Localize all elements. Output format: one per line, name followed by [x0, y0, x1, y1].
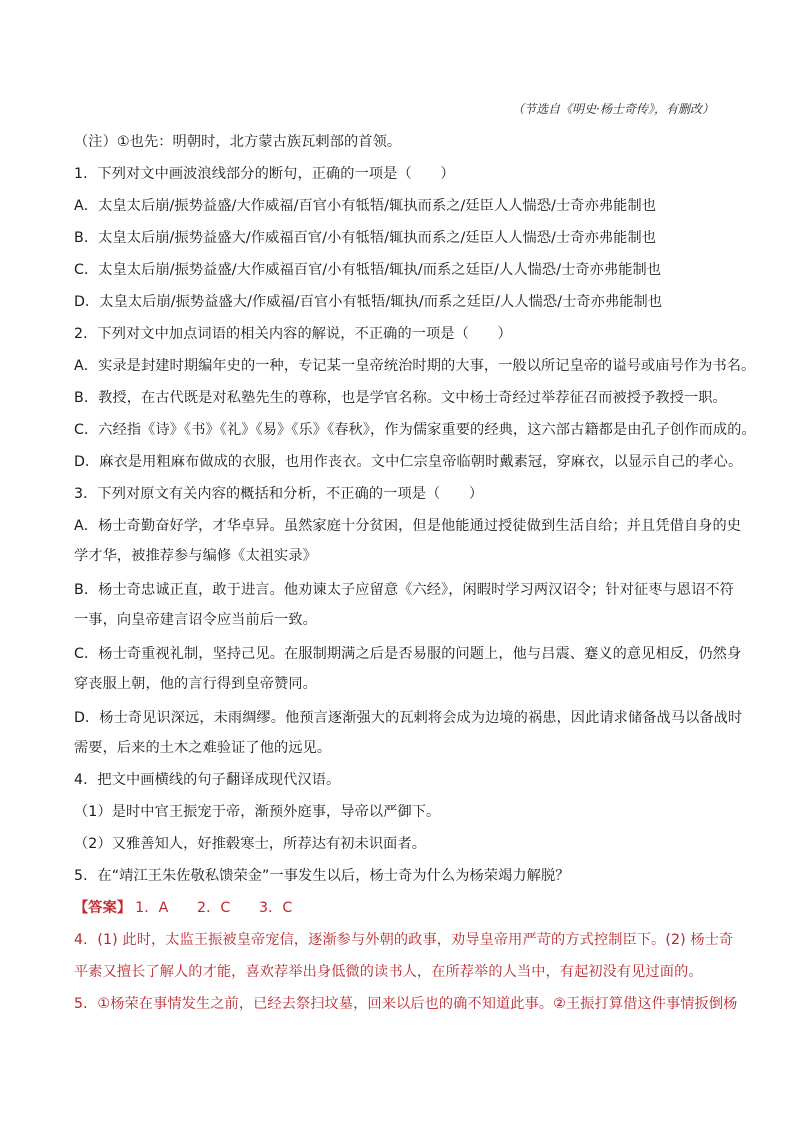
q1-option-d: D．太皇太后崩/振势益盛大/作威福/百官小有牴牾/辄执/而系之廷臣/人人惴恐/士奇亦弗能制也	[74, 294, 663, 310]
q1-stem: 1．下列对文中画波浪线部分的断句，正确的一项是（ ）	[74, 166, 455, 182]
q4-stem: 4．把文中画横线的句子翻译成现代汉语。	[74, 772, 341, 788]
answer-line	[74, 898, 724, 918]
q1-option-b: B．太皇太后崩/振势益盛大/作威福百官/小有牴牾/辄执而系之/廷臣人人惴恐/士奇亦弗能制也	[74, 230, 657, 246]
q4-sentence-2: （2）又雅善知人，好推毂寒士，所荐达有初未识面者。	[74, 836, 427, 852]
answer-tag: 【答案】	[74, 900, 132, 916]
q3-option-a-line2: 学才华，被推荐参与编修《太祖实录》	[74, 548, 317, 564]
answer-values: 1．A 2．C 3．C	[135, 900, 293, 916]
q1-option-c: C．太皇太后崩/振势益盛/大作威福百官/小有牴牾/辄执/而系之廷臣/人人惴恐/士奇亦弗能制也	[74, 262, 662, 278]
q3-stem: 3．下列对原文有关内容的概括和分析，不正确的一项是（ ）	[74, 486, 484, 502]
q2-option-b: B．教授，在古代既是对私塾先生的尊称，也是学官名称。文中杨士奇经过举荐征召而被授予教授一职。	[74, 390, 727, 406]
answer-4-line1: 4．(1) 此时，太监王振被皇帝宠信，逐渐参与外朝的政事，劝导皇帝用严苛的方式控制臣下。(2) 杨士奇	[74, 932, 734, 948]
q5-stem: 5．在“靖江王朱佐敬私馈荣金”一事发生以后，杨士奇为什么为杨荣竭力解脱？	[74, 868, 570, 884]
annotation-note: （注）①也先：明朝时，北方蒙古族瓦剌部的首领。	[74, 134, 402, 150]
q2-option-c: C．六经指《诗》《书》《礼》《易》《乐》《春秋》，作为儒家重要的经典，这六部古籍都是由孔子创作而成的。	[74, 422, 756, 438]
q4-sentence-1: （1）是时中官王振宠于帝，渐预外庭事，导帝以严御下。	[74, 804, 441, 820]
q2-stem: 2．下列对文中加点词语的相关内容的解说，不正确的一项是（ ）	[74, 326, 512, 342]
source-note: （节选自《明史·杨士奇传》，有删改）	[512, 102, 714, 116]
q3-option-b-line2: 一事，向皇帝建言诏令应当前后一致。	[74, 612, 317, 628]
answer-5-line1: 5．①杨荣在事情发生之前，已经去祭扫坟墓，回来以后也的确不知道此事。②王振打算借这件事情扳倒杨	[74, 996, 738, 1012]
q3-option-c-line2: 穿丧服上朝，他的言行得到皇帝赞同。	[74, 676, 317, 692]
answer-4-line2: 平素又擅长了解人的才能，喜欢荐举出身低微的读书人，在所荐举的人当中，有起初没有见过面的。	[74, 964, 703, 980]
q3-option-a-line1: A．杨士奇勤奋好学，才华卓异。虽然家庭十分贫困，但是他能通过授徒做到生活自给；并且凭借自身的史	[74, 518, 742, 534]
q3-option-d-line2: 需要，后来的土木之难验证了他的远见。	[74, 740, 332, 756]
q3-option-c-line1: C．杨士奇重视礼制，坚持己见。在服制期满之后是否易服的问题上，他与吕震、蹇义的意见相反，仍然身	[74, 646, 742, 662]
q1-option-a: A．太皇太后崩/振势益盛/大作威福/百官小有牴牾/辄执而系之/廷臣人人惴恐/士奇亦弗能制也	[74, 198, 657, 214]
q2-option-a: A．实录是封建时期编年史的一种，专记某一皇帝统治时期的大事，一般以所记皇帝的谥号或庙号作为书名。	[74, 358, 756, 374]
q3-option-b-line1: B．杨士奇忠诚正直，敢于进言。他劝谏太子应留意《六经》，闲暇时学习两汉诏令；针对征枣与恩诏不符	[74, 582, 734, 598]
q2-option-d: D．麻衣是用粗麻布做成的衣服，也用作丧衣。文中仁宗皇帝临朝时戴素冠，穿麻衣，以显示自己的孝心。	[74, 454, 743, 470]
q3-option-d-line1: D．杨士奇见识深远，未雨绸缪。他预言逐渐强大的瓦剌将会成为边境的祸患，因此请求储备战马以备战时	[74, 710, 743, 726]
